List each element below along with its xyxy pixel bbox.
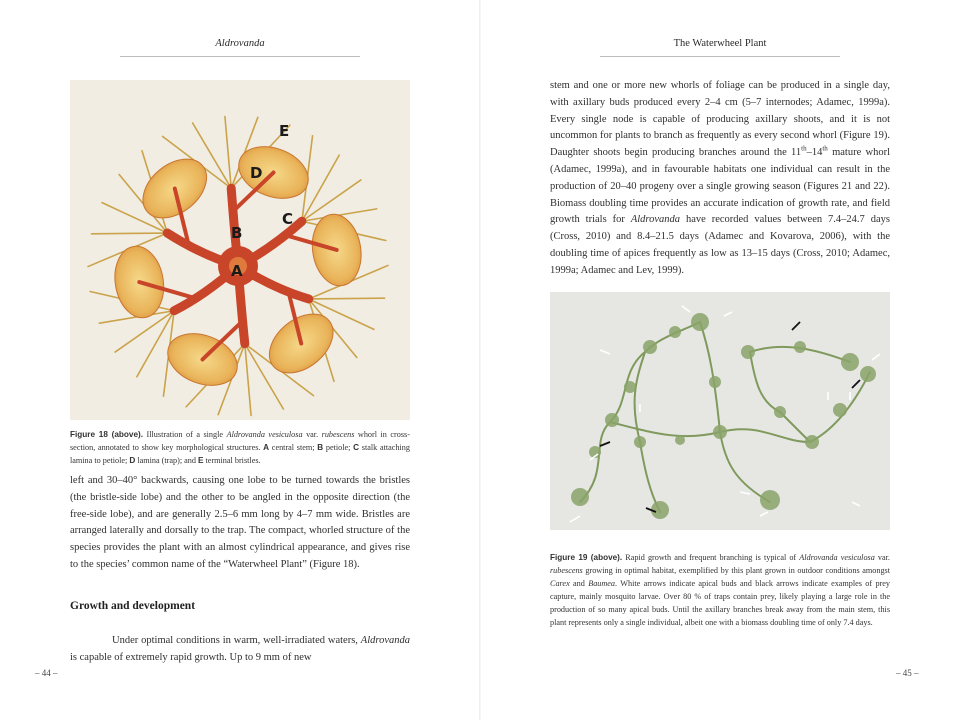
bristle (91, 233, 167, 234)
right-text-part-1: stem and one or more new whorls of foliage can be produced in a single day, with axillary buds produced every 2–4 cm (5–7 internodes; Adamec, 1999a). Every single node is capable of producing axillary shoots, and it is not uncommon for plants to branch as frequently as every second whorl (Figure 19). Daughter shoots begin producing branches around the 11 (550, 80, 890, 159)
figure-18-caption-title: Figure 18 (above). (70, 430, 144, 439)
figure-19-photo (550, 292, 890, 530)
left-header-rule (120, 56, 360, 57)
right-text-sup-1: th (801, 144, 807, 153)
cap19-text-5: . White arrows indicate apical buds and black arrows indicate examples of prey capture, mainly mosquito larvae. Over 80 % of traps contain prey, likely playing a large role in the production of so many apical buds. Until the axillary branches break away from the main stem, this plant represents only a single individual, albeit one with a biomass doubling time of only 7.4 days. (550, 579, 890, 627)
cap19-text-1: Rapid growth and frequent branching is typical of (622, 553, 800, 562)
left-running-head: Aldrovanda (215, 38, 265, 49)
cap18-key-d: D (129, 456, 136, 465)
right-body-paragraph (550, 78, 890, 280)
growth-paragraph-rest: is capable of extremely rapid growth. Up to 9 mm of new (70, 651, 312, 663)
cap19-baumea: Baumea (588, 579, 616, 588)
growth-paragraph-lead: Under optimal conditions in warm, well-irradiated waters, (112, 635, 361, 646)
cap18-key-c: C (353, 443, 360, 452)
bristle (245, 344, 251, 416)
right-text-sup-2: th (822, 144, 828, 153)
plant-photo (550, 292, 890, 530)
cap19-variety: rubescens (550, 566, 583, 575)
right-text-genus: Aldrovanda (630, 214, 681, 226)
label-d: D (250, 164, 263, 182)
cap18-text-8: terminal bristles. (203, 456, 261, 465)
cap19-carex: Carex (550, 579, 570, 588)
left-page-number: – 44 – (35, 668, 58, 678)
right-page-number: – 45 – (896, 668, 919, 678)
cap18-text-1: Illustration of a single (143, 430, 227, 439)
cap18-text-6: stalk attaching lamina to petiole; (70, 443, 410, 465)
label-a: A (231, 262, 243, 280)
cap19-text-4: and (569, 579, 589, 588)
right-text-part-3: mature whorl (Adamec, 1999a), and in favourable habitats one individual can result in the production of 20–40 progeny over a single growing season (Figures 21 and 22). Biomass doubling time provides an accurate indication of growth rate, and field growth trials for (550, 147, 890, 226)
cap18-variety: rubescens (321, 430, 355, 439)
bristle (137, 311, 174, 377)
cap19-text-3: growing in optimal habitat, exemplified by this plant grown in outdoor conditions amongst (582, 566, 890, 575)
bristle (302, 155, 339, 221)
section-heading: Growth and development (70, 600, 196, 612)
figure-18-illustration (70, 80, 410, 420)
cap19-species: Aldrovanda vesiculosa (799, 553, 875, 562)
right-text-part-4: have recorded values between 7.4–24.7 days (Cross, 2010) and 8.4–21.5 days (Adamec and Kovarova, 2006), with the doubling time of apices frequently as low as 13–15 days (Cross, 2010; Adamec, 1999a; Adamec and Lev, 1999). (550, 214, 890, 276)
bristle (225, 117, 231, 189)
cap18-text-2: var. (302, 430, 322, 439)
right-running-head: The Waterwheel Plant (673, 38, 767, 49)
left-body-paragraph: left and 30–40° backwards, causing one lobe to be turned towards the bristles (the bristle-side lobe) and the other to be angled in the opposite direction (the free-side lobe), and are generally 2.5–6 mm long by 4–7 mm wide. Bristles are arranged laterally and dorsally to the trap. The compact, whorled structure of the species provides the plant with an almost cylindrical appearance, and gives rise to the species’ common name of the “Waterwheel Plant” (Figure 18). (70, 475, 410, 570)
cap18-text-3: whorl in cross-section, annotated to show key morphological structures. (70, 430, 410, 452)
figure-19-caption (550, 551, 890, 629)
bristle (309, 298, 385, 299)
label-b: B (231, 224, 243, 242)
cap18-key-e: E (198, 456, 204, 465)
cap19-text-2: var. (874, 553, 890, 562)
figure-18-caption (70, 428, 410, 467)
cap18-text-4: central stem; (269, 443, 318, 452)
figure-19-caption-title: Figure 19 (above). (550, 553, 623, 562)
whorl-clusters (571, 313, 876, 519)
plant-stems (580, 322, 870, 512)
black-arrows (600, 322, 860, 512)
cap18-key-a: A (263, 443, 270, 452)
growth-paragraph (70, 633, 410, 667)
growth-paragraph-genus: Aldrovanda (360, 635, 410, 646)
right-text-part-2: –14 (806, 147, 823, 159)
cap18-species: Aldrovanda vesiculosa (226, 430, 303, 439)
book-gutter (479, 0, 481, 720)
label-e: E (279, 122, 290, 140)
right-header-rule (600, 56, 840, 57)
cap18-key-b: B (317, 443, 324, 452)
cap18-text-7: lamina (trap); and (135, 456, 199, 465)
cap18-text-5: petiole; (323, 443, 354, 452)
whorl-drawing (70, 80, 410, 420)
label-c: C (282, 210, 294, 228)
